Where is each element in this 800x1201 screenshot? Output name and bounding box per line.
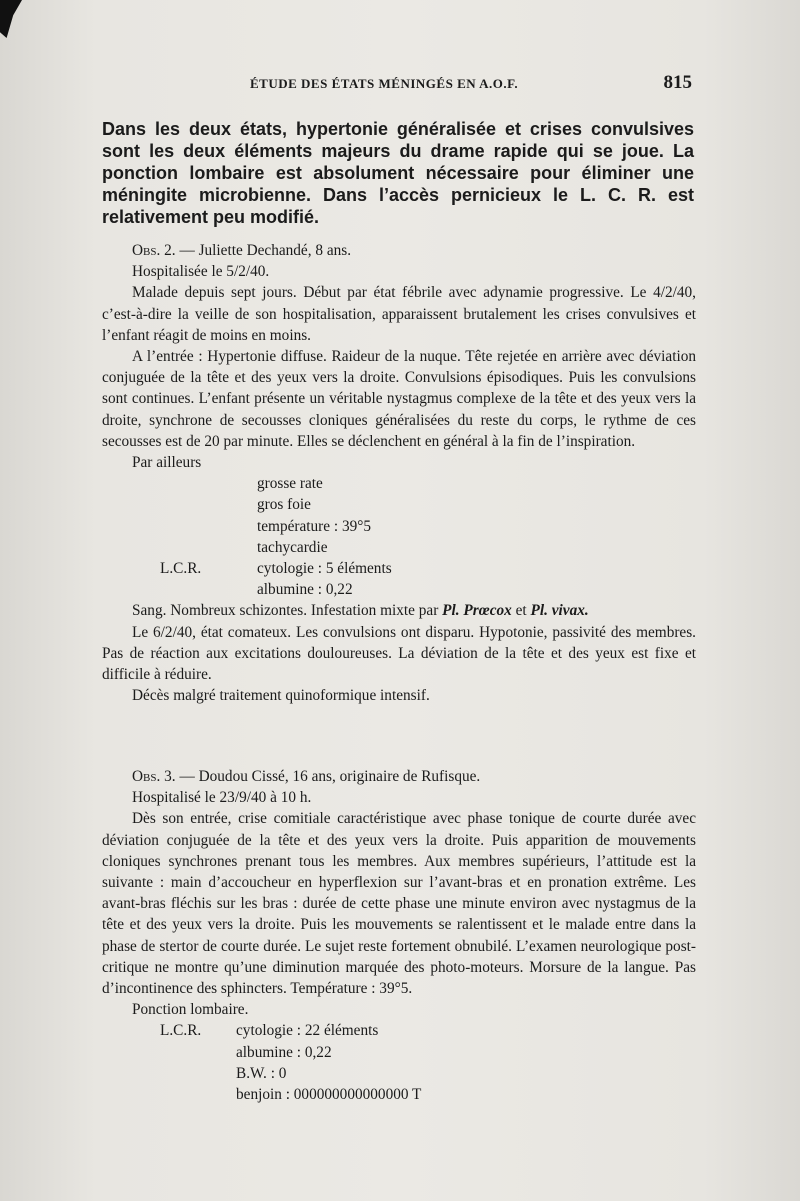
obs3-title-prefix: Obs. 3. [132,768,176,785]
lcr-label: L.C.R. [160,560,202,578]
species-pl-vivax: Pl. vivax. [530,602,589,620]
page-number: 815 [663,72,692,93]
list-item: benjoin : 000000000000000 T [236,1086,422,1104]
list-item: tachycardie [257,538,328,556]
obs2-paragraph-2: A l’entrée : Hypertonie diffuse. Raideur de la nuque. Tête rejetée en arrière avec déviation conjuguée de la tête et des yeux vers la droite. Convulsions épisodiques. Puis les convulsions sont continues. L’enfant présente un véritable nystagmus complexe de la tête et des yeux vers la droite, synchrone de secousses cloniques généralisées du reste du corps, le rythme de ces secousses est de 20 par minute. Elles se déclenchent en général à la fin de l’inspiration. [102,348,696,450]
obs2-paragraph-1: Malade depuis sept jours. Début par état fébrile avec adynamie progressive. Le 4/2/40, c’est-à-dire la veille de son hospitalisation, apparaissent brutalement les crises convulsives et l’enfant réagit de moins en moins. [102,284,696,344]
running-head: ÉTUDE DES ÉTATS MÉNINGÉS EN A.O.F. [250,76,519,91]
list-item: température : 39°5 [257,517,372,535]
obs2-par-ailleurs: Par ailleurs [132,454,202,472]
list-item: albumine : 0,22 [257,581,353,599]
scan-corner-mark [0,0,22,38]
obs3-hospitalisation: Hospitalisé le 23/9/40 à 10 h. [132,789,312,807]
obs2-hospitalisation: Hospitalisée le 5/2/40. [132,263,270,281]
obs2-title-prefix: Obs. 2. [132,242,176,259]
obs2-paragraph-4: Décès malgré traitement quinoformique intensif. [132,687,430,705]
obs2-title-rest: — Juliette Dechandé, 8 ans. [175,242,352,259]
list-item: L.C.R. cytologie : 22 éléments [102,1020,696,1041]
obs3-title [102,766,696,787]
page-header [100,72,700,102]
obs3-title-rest: — Doudou Cissé, 16 ans, originaire de Rufisque. [175,768,481,785]
obs2-title [102,240,696,261]
lcr-label: L.C.R. [160,1022,202,1040]
list-item: B.W. : 0 [236,1064,287,1082]
obs2-signs-list [102,473,696,600]
list-item: L.C.R. cytologie : 5 éléments [102,558,696,579]
obs2-paragraph-3: Le 6/2/40, état comateux. Les convulsions ont disparu. Hypotonie, passivité des membres. Pas de réaction aux excitations douloureuses. La déviation de la tête et des yeux est fixe et difficile à réduire. [102,623,696,684]
observation-2 [102,240,696,706]
species-pl-praecox: Pl. Prœcox [442,602,512,620]
list-item: gros foie [257,496,311,514]
obs3-paragraph-1: Dès son entrée, crise comitiale caractéristique avec phase tonique de courte durée avec déviation conjuguée de la tête et des yeux vers la droite. Puis apparition de mouvements cloniques synchrones prenant tous les membres. Aux membres supérieurs, l’attitude est la suivante : main d’accoucheur en hyperflexion sur l’avant-bras et en pronation extrême. Les avant-bras fléchis sur les bras : durée de cette phase une minute environ avec nystagmus de la tête et des yeux vers la droite. Puis les mouvements se ralentissent et le malade entre dans la phase de stertor de courte durée. Le sujet reste fortement obnubilé. L’examen neurologique post-critique ne montre qu’une diminution marquée des photo-moteurs. Morsure de la langue. Pas d’incontinence des sphincters. Température : 39°5. [102,810,696,998]
obs3-ponction: Ponction lombaire. [132,1001,249,1019]
list-item: albumine : 0,22 [236,1043,332,1061]
observation-3 [102,766,696,1105]
intro-paragraph: Dans les deux états, hypertonie généralisée et crises convulsives sont les deux éléments majeurs du drame rapide qui se joue. La ponction lombaire est absolument nécessaire pour éliminer une méningite microbienne. Dans l’accès pernicieux le L. C. R. est relativement peu modifié. [102,119,694,227]
list-item: grosse rate [257,475,323,493]
obs3-lcr-list [102,1020,696,1105]
obs2-sang: Sang. Nombreux schizontes. Infestation mixte par Pl. Prœcox et Pl. vivax. [132,602,589,620]
